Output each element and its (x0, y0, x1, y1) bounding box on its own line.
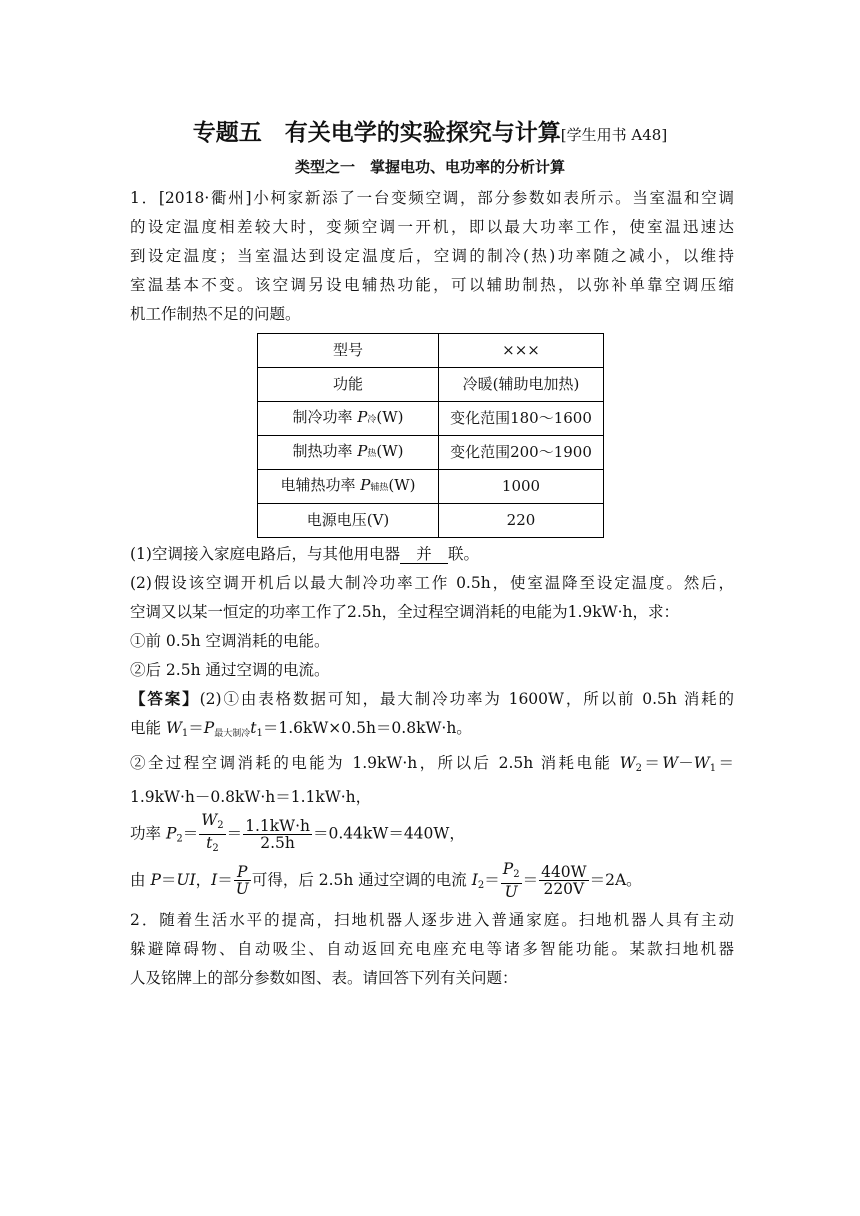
eq-subscript: 2 (477, 879, 485, 891)
eq-symbol: t (250, 719, 257, 737)
q1-sub2-line-2: 空调又以某一恒定的功率工作了2.5h，全过程空调消耗的电能为1.9kW·h，求： (130, 603, 680, 621)
sub1-text: (1)空调接入家庭电路后，与其他用电器 (130, 545, 400, 563)
q2-line-1: 2．随着生活水平的提高，扫地机器人逐步进入普通家庭。扫地机器人具有主动 (130, 910, 734, 929)
book-reference: [学生用书 A48] (560, 126, 668, 144)
eq-symbol: W (165, 719, 182, 737)
eq-text: ＝ (226, 824, 243, 843)
key-symbol: P (357, 407, 368, 426)
answer-line-4: 1.9kW·h－0.8kW·h＝1.1kW·h， (130, 788, 372, 806)
q1-sub2-line-4: ②后 2.5h 通过空调的电流。 (130, 661, 330, 679)
sub1-tail: 联。 (447, 545, 479, 563)
eq-text: ＝ (182, 824, 199, 843)
page-title: 专题五 有关电学的实验探究与计算 (192, 120, 561, 146)
key-unit: (W) (376, 407, 404, 426)
table-value: 220 (439, 504, 604, 538)
eq-symbol: P (150, 870, 161, 889)
table-value: 冷暖(辅助电加热) (439, 368, 604, 402)
section-subtitle: 类型之一 掌握电功、电功率的分析计算 (294, 158, 565, 176)
eq-subscript: 2 (212, 843, 219, 854)
key-unit: (W) (388, 475, 416, 494)
answer-text: (2)①由表格数据可知，最大制冷功率为 1600W，所以前 0.5h 消耗的 (199, 690, 734, 708)
fraction-numerator (234, 864, 251, 881)
q2-line-3: 人及铭牌上的部分参数如图、表。请回答下列有关问题： (130, 968, 518, 987)
eq-text: 可得，后 2.5h 通过空调的电流 (251, 870, 472, 889)
eq-text: ＝2A。 (589, 870, 642, 889)
eq-text: 功率 (130, 824, 166, 843)
eq-subscript: 2 (635, 763, 642, 774)
fraction-numerator (501, 861, 522, 884)
key-symbol: P (357, 441, 368, 460)
table-row (258, 368, 604, 402)
key-subscript: 辅热 (370, 482, 389, 493)
eq-text: ＝1.6kW×0.5h＝0.8kW·h。 (262, 719, 472, 737)
answer-line-6 (130, 860, 734, 906)
fraction (199, 812, 225, 857)
eq-symbol: P (165, 824, 177, 843)
eq-subscript: 2 (176, 833, 183, 845)
fraction (539, 864, 589, 897)
eq-symbol: I (471, 870, 478, 889)
fraction (243, 818, 312, 851)
eq-symbol: I (211, 870, 218, 889)
fraction-denominator (501, 884, 522, 900)
q1-sub1 (130, 540, 734, 569)
table-key: 型号 (258, 334, 439, 368)
fraction (234, 864, 251, 897)
eq-subscript: 2 (513, 869, 520, 880)
key-text: 电辅热功率 (280, 475, 361, 494)
fraction-denominator: 2.5h (260, 834, 295, 852)
answer-line-5 (130, 812, 734, 860)
fraction-denominator (199, 835, 225, 857)
key-subscript: 冷 (367, 414, 377, 425)
eq-symbol: U (235, 880, 249, 898)
eq-text: 电能 (130, 719, 166, 737)
eq-symbol: W (693, 754, 710, 772)
eq-symbol: P (203, 719, 215, 737)
table-value: 变化范围180～1600 (439, 402, 604, 436)
fraction-numerator (199, 812, 225, 835)
eq-text: ②全过程空调消耗的电能为 1.9kW·h，所以后 2.5h 消耗电能 (130, 754, 620, 772)
key-subscript: 热 (367, 448, 377, 459)
key-unit: (W) (376, 441, 404, 460)
fraction (501, 861, 522, 900)
content (130, 184, 734, 993)
eq-text: ＝ (641, 754, 663, 772)
table-key: 功能 (258, 368, 439, 402)
eq-symbol: t (206, 834, 213, 852)
eq-symbol: W (662, 754, 679, 772)
fraction-denominator: 220V (543, 880, 585, 898)
eq-symbol: W (619, 754, 636, 772)
fraction-numerator: 440W (541, 863, 587, 881)
eq-subscript: 1 (709, 763, 717, 774)
table-row (258, 436, 604, 470)
table-value: ××× (439, 334, 604, 368)
table-value: 变化范围200～1900 (439, 436, 604, 470)
eq-text: ＝ (160, 870, 177, 889)
answer-line-1 (130, 685, 734, 714)
table-key: 电源电压(V) (258, 504, 439, 538)
eq-text: ＝0.44kW＝440W， (312, 824, 465, 843)
fraction-denominator (234, 881, 251, 897)
eq-text: ， (195, 870, 212, 889)
eq-subscript: 1 (256, 728, 263, 739)
q1-sub2-line-1: (2)假设该空调开机后以最大制冷功率工作 0.5h，使室温降至设定温度。然后， (130, 574, 734, 592)
eq-symbol: U (504, 883, 518, 901)
answer-line-3 (130, 749, 734, 783)
key-text: 制热功率 (292, 441, 358, 460)
key-text: 制冷功率 (292, 407, 358, 426)
table-key (258, 436, 439, 470)
table-key (258, 402, 439, 436)
q1-line-3: 到设定温度；当室温达到设定温度后，空调的制冷(热)功率随之减小，以维持 (130, 247, 734, 265)
parameter-table (257, 333, 604, 538)
eq-text: ＝ (716, 754, 734, 772)
eq-text: ＝ (217, 870, 233, 889)
q2-line-2: 躲避障碍物、自动吸尘、自动返回充电座充电等诸多智能功能。某款扫地机器 (130, 939, 734, 958)
table-key (258, 470, 439, 504)
eq-symbol: P (502, 860, 514, 878)
eq-text: 由 (130, 870, 151, 889)
eq-subscript: 1 (181, 728, 189, 739)
table-row (258, 470, 604, 504)
q1-line-1: 1．[2018·衢州]小柯家新添了一台变频空调，部分参数如表所示。当室温和空调 (130, 189, 734, 207)
eq-text: ＝ (188, 719, 204, 737)
table-row (258, 402, 604, 436)
eq-subscript: 最大制冷 (214, 729, 251, 739)
q1-line-5: 机工作制热不足的问题。 (130, 305, 301, 323)
q1-sub2-line-3: ①前 0.5h 空调消耗的电能。 (130, 632, 330, 650)
table-row (258, 504, 604, 538)
table-value: 1000 (439, 470, 604, 504)
eq-text: ＝ (484, 870, 500, 889)
eq-symbol: P (237, 863, 248, 881)
eq-text: － (678, 754, 694, 772)
eq-text: ＝ (522, 870, 539, 889)
eq-symbol: W (201, 811, 218, 829)
fraction-numerator: 1.1kW·h (245, 817, 310, 835)
answer-blank: 并 (400, 545, 448, 564)
table-row (258, 334, 604, 368)
answer-line-2 (130, 714, 734, 749)
key-symbol: P (360, 475, 371, 494)
eq-symbol: UI (176, 870, 196, 889)
title-row (0, 114, 860, 147)
eq-subscript: 2 (217, 820, 224, 831)
q1-line-2: 的设定温度相差较大时，变频空调一开机，即以最大功率工作，使室温迅速达 (130, 218, 734, 236)
q1-line-4: 室温基本不变。该空调另设电辅热功能，可以辅助制热，以弥补单靠空调压缩 (130, 276, 734, 294)
answer-tag: 【答案】 (130, 690, 200, 708)
